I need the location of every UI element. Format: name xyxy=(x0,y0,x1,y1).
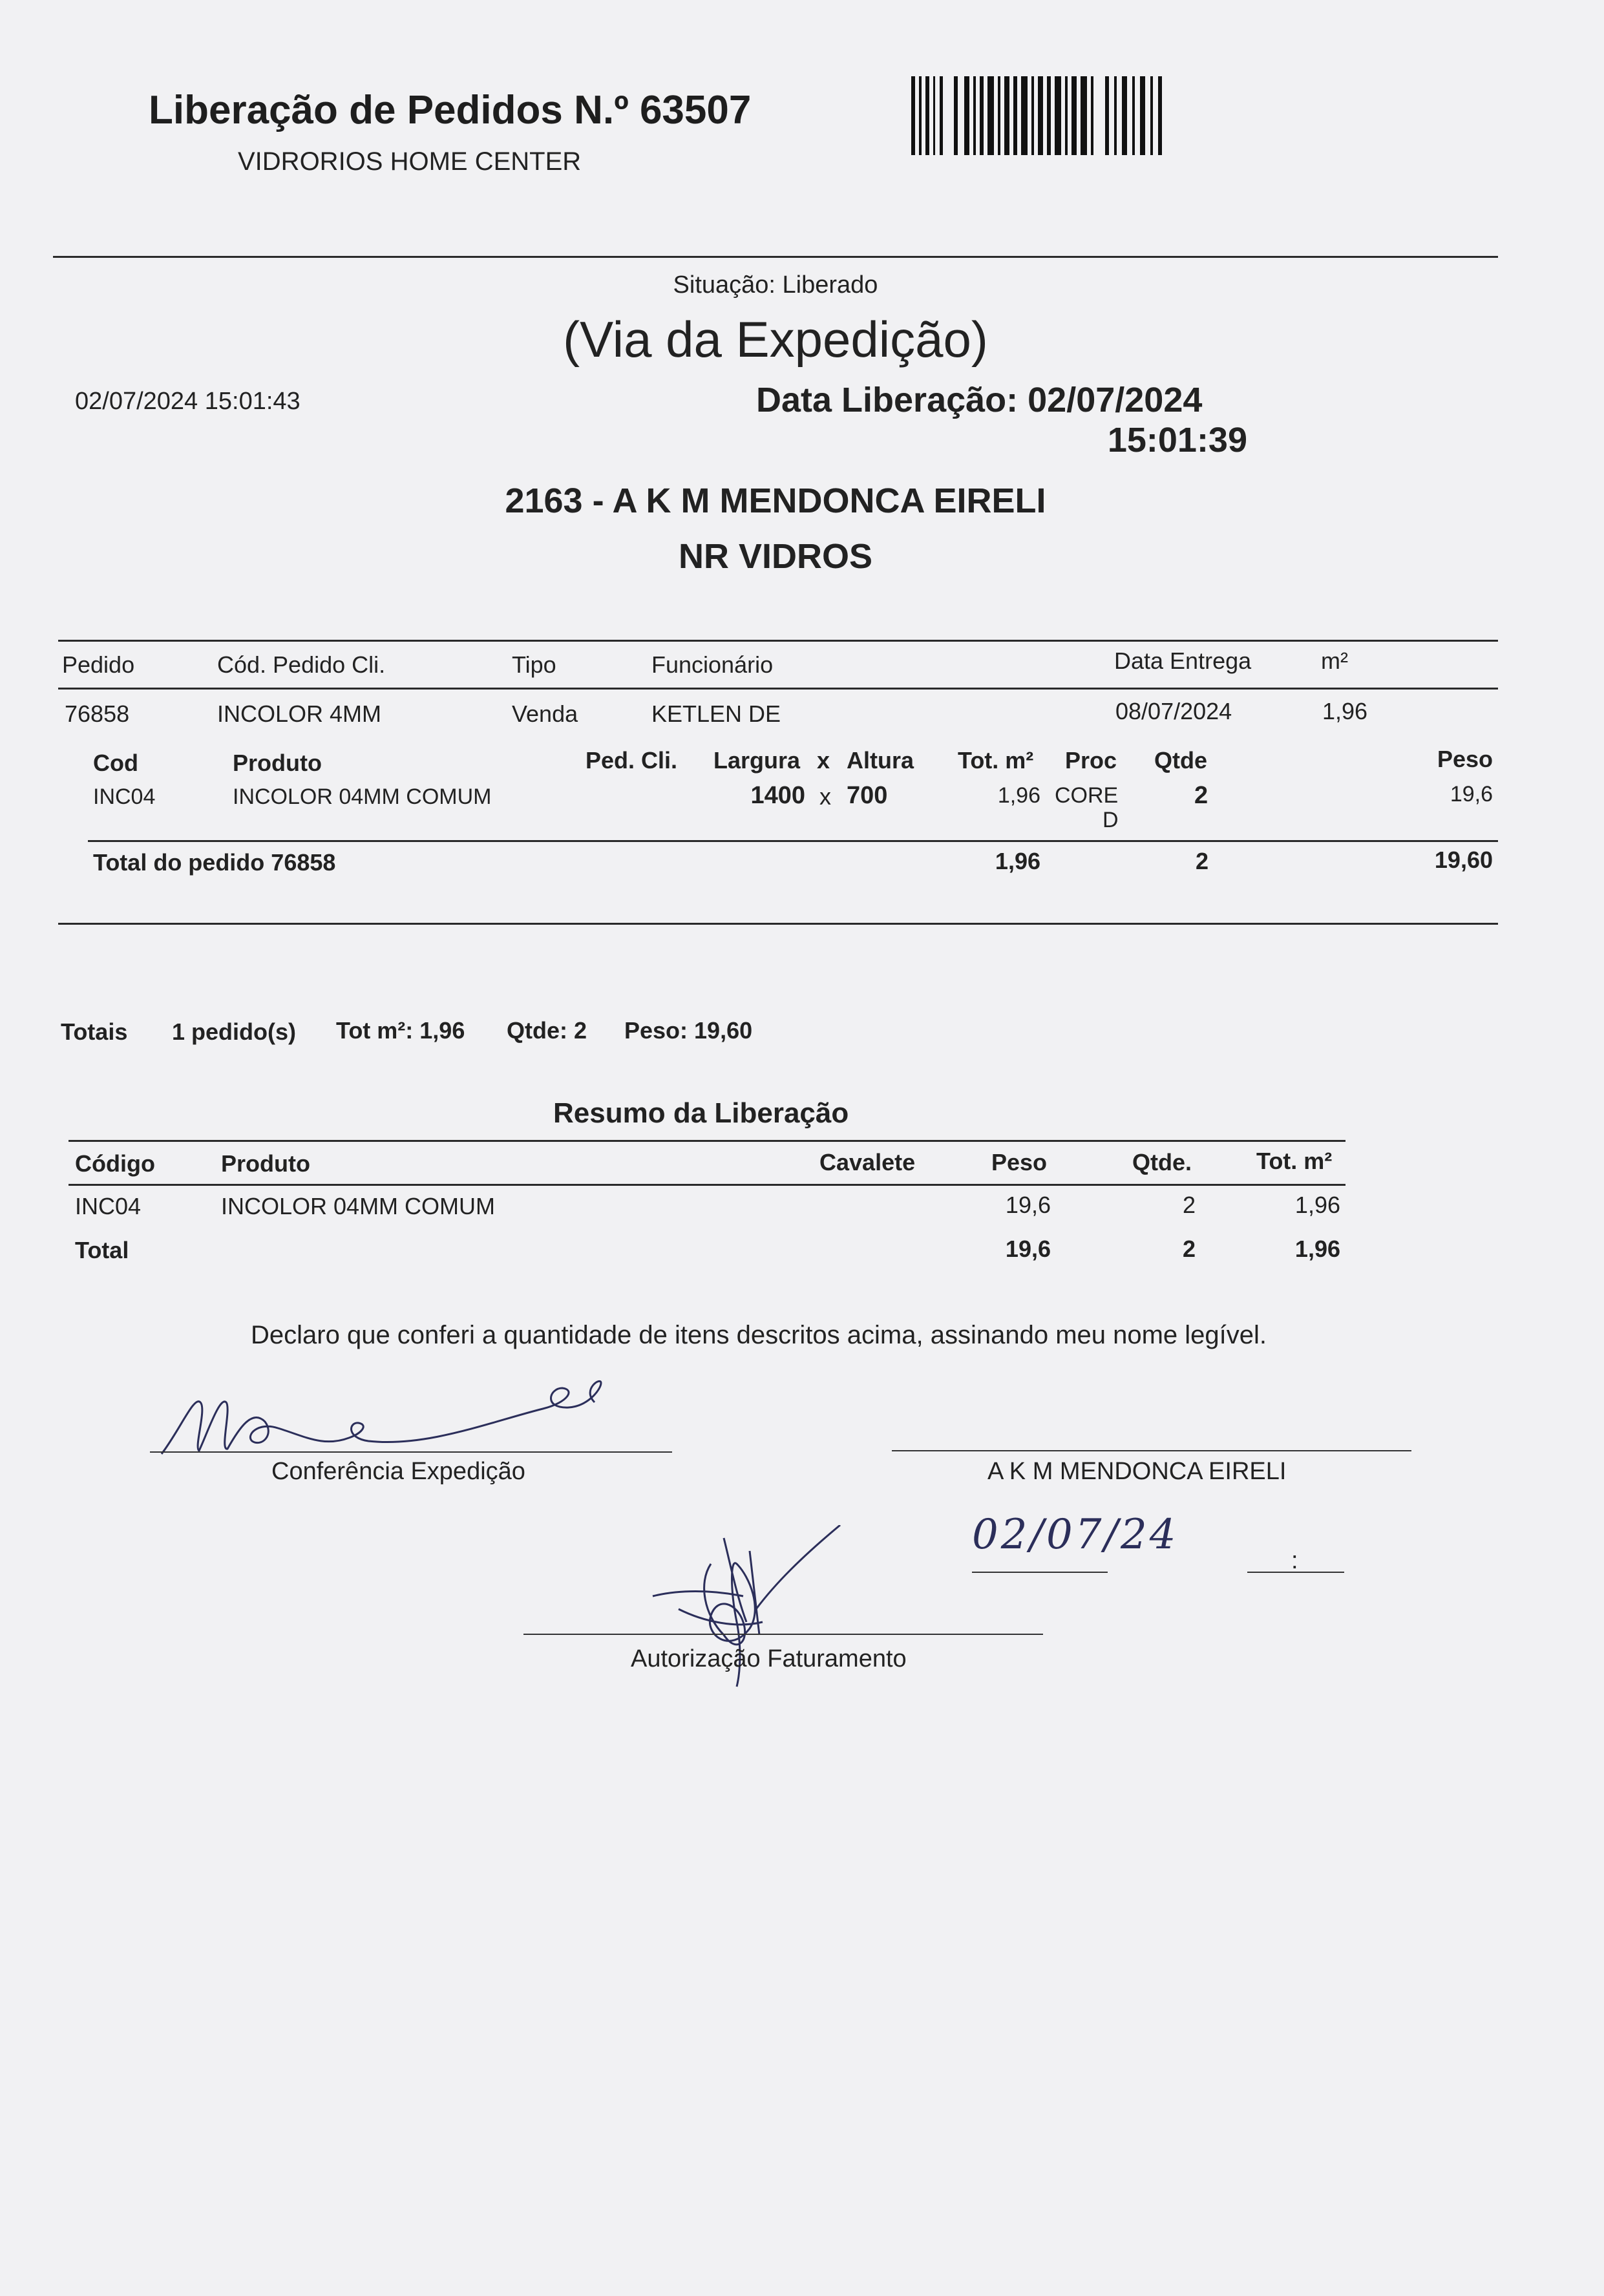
resumo-header-codigo: Código xyxy=(75,1150,155,1177)
signature-line-conferencia xyxy=(150,1451,672,1453)
header-cod-pedido-cli: Cód. Pedido Cli. xyxy=(217,651,386,678)
signature-line-autorizacao xyxy=(523,1634,1043,1635)
signature-conferencia-scribble xyxy=(155,1376,685,1460)
resumo-header-cavalete: Cavalete xyxy=(819,1149,916,1175)
header-produto: Produto xyxy=(233,750,322,776)
item-proc-line2: D xyxy=(1103,808,1119,832)
resumo-total-peso: 19,6 xyxy=(1005,1236,1051,1262)
header-data-entrega: Data Entrega xyxy=(1114,648,1252,674)
totals-m2: Tot m²: 1,96 xyxy=(336,1017,465,1044)
resumo-codigo: INC04 xyxy=(75,1193,142,1219)
item-x: x xyxy=(819,783,831,810)
resumo-total-label: Total xyxy=(75,1237,129,1263)
order-funcionario: KETLEN DE xyxy=(651,700,781,727)
item-peso: 19,6 xyxy=(1450,782,1493,806)
header-qtde: Qtde xyxy=(1154,747,1208,774)
header-x: x xyxy=(817,747,830,774)
header-peso: Peso xyxy=(1437,746,1493,772)
header-largura: Largura xyxy=(713,747,801,774)
items-total-line xyxy=(88,840,1498,842)
document-title: Liberação de Pedidos N.º 63507 xyxy=(149,88,752,132)
totals-label: Totais xyxy=(61,1018,128,1045)
total-pedido-peso: 19,60 xyxy=(1434,847,1493,873)
resumo-header-peso: Peso xyxy=(991,1149,1048,1175)
header-divider xyxy=(53,256,1498,258)
autorizacao-label: Autorização Faturamento xyxy=(631,1645,907,1672)
header-pedido: Pedido xyxy=(62,651,135,678)
item-tot-m2: 1,96 xyxy=(997,783,1040,808)
situacao-label: Situação: Liberado xyxy=(673,271,878,299)
totals-qtde: Qtde: 2 xyxy=(507,1017,587,1044)
order-cod-pedido-cli: INCOLOR 4MM xyxy=(217,700,382,727)
resumo-peso: 19,6 xyxy=(1005,1192,1051,1218)
order-pedido: 76858 xyxy=(65,700,130,727)
client-name: 2163 - A K M MENDONCA EIRELI xyxy=(505,481,1046,520)
total-pedido-m2: 1,96 xyxy=(995,848,1040,874)
company-name: VIDRORIOS HOME CENTER xyxy=(238,147,582,176)
header-m2: m² xyxy=(1321,648,1348,674)
printed-timestamp: 02/07/2024 15:01:43 xyxy=(75,388,301,415)
order-data-entrega: 08/07/2024 xyxy=(1115,698,1232,724)
signature-line-client xyxy=(892,1450,1411,1451)
client-signature-label: A K M MENDONCA EIRELI xyxy=(987,1458,1287,1485)
item-qtde: 2 xyxy=(1194,782,1208,809)
time-separator: : xyxy=(1291,1547,1298,1574)
resumo-qtde: 2 xyxy=(1182,1192,1196,1218)
hora-liberacao: 15:01:39 xyxy=(1107,421,1247,459)
total-pedido-label: Total do pedido 76858 xyxy=(93,849,336,876)
order-table-header-line xyxy=(58,688,1498,690)
order-tipo: Venda xyxy=(512,700,578,727)
total-pedido-qtde: 2 xyxy=(1196,848,1209,874)
totals-peso: Peso: 19,60 xyxy=(624,1017,753,1044)
header-proc: Proc xyxy=(1065,747,1117,774)
resumo-total-qtde: 2 xyxy=(1182,1236,1196,1262)
header-altura: Altura xyxy=(847,747,914,774)
items-bottom-line xyxy=(58,923,1498,925)
item-produto: INCOLOR 04MM COMUM xyxy=(233,785,492,809)
resumo-produto: INCOLOR 04MM COMUM xyxy=(221,1193,496,1219)
item-proc-line1: CORE xyxy=(1055,783,1119,808)
via-label: (Via da Expedição) xyxy=(563,311,988,368)
resumo-title: Resumo da Liberação xyxy=(553,1097,849,1129)
item-altura: 700 xyxy=(847,782,888,809)
resumo-top-line xyxy=(69,1140,1345,1142)
resumo-total-tot-m2: 1,96 xyxy=(1294,1236,1340,1262)
resumo-header-produto: Produto xyxy=(221,1150,310,1177)
item-largura: 1400 xyxy=(750,782,805,809)
barcode xyxy=(911,76,1163,155)
item-cod: INC04 xyxy=(93,785,156,809)
handwritten-date: 02/07/24 xyxy=(972,1511,1179,1559)
order-table-top-line xyxy=(58,640,1498,642)
header-funcionario: Funcionário xyxy=(651,651,774,678)
resumo-tot-m2: 1,96 xyxy=(1294,1192,1340,1218)
declaration-text: Declaro que conferi a quantidade de itens descritos acima, assinando meu nome legível. xyxy=(251,1321,1267,1349)
header-tot-m2: Tot. m² xyxy=(958,747,1034,774)
resumo-header-line xyxy=(69,1184,1345,1186)
header-cod: Cod xyxy=(93,750,138,776)
client-trade-name: NR VIDROS xyxy=(678,537,873,576)
conferencia-label: Conferência Expedição xyxy=(271,1458,525,1485)
resumo-header-qtde: Qtde. xyxy=(1132,1149,1192,1175)
date-underline xyxy=(972,1572,1108,1573)
resumo-header-tot-m2: Tot. m² xyxy=(1256,1148,1333,1174)
order-m2: 1,96 xyxy=(1322,698,1368,724)
data-liberacao: Data Liberação: 02/07/2024 xyxy=(756,381,1203,419)
header-ped-cli: Ped. Cli. xyxy=(586,747,678,774)
totals-pedidos: 1 pedido(s) xyxy=(172,1018,297,1045)
header-tipo: Tipo xyxy=(512,651,556,678)
